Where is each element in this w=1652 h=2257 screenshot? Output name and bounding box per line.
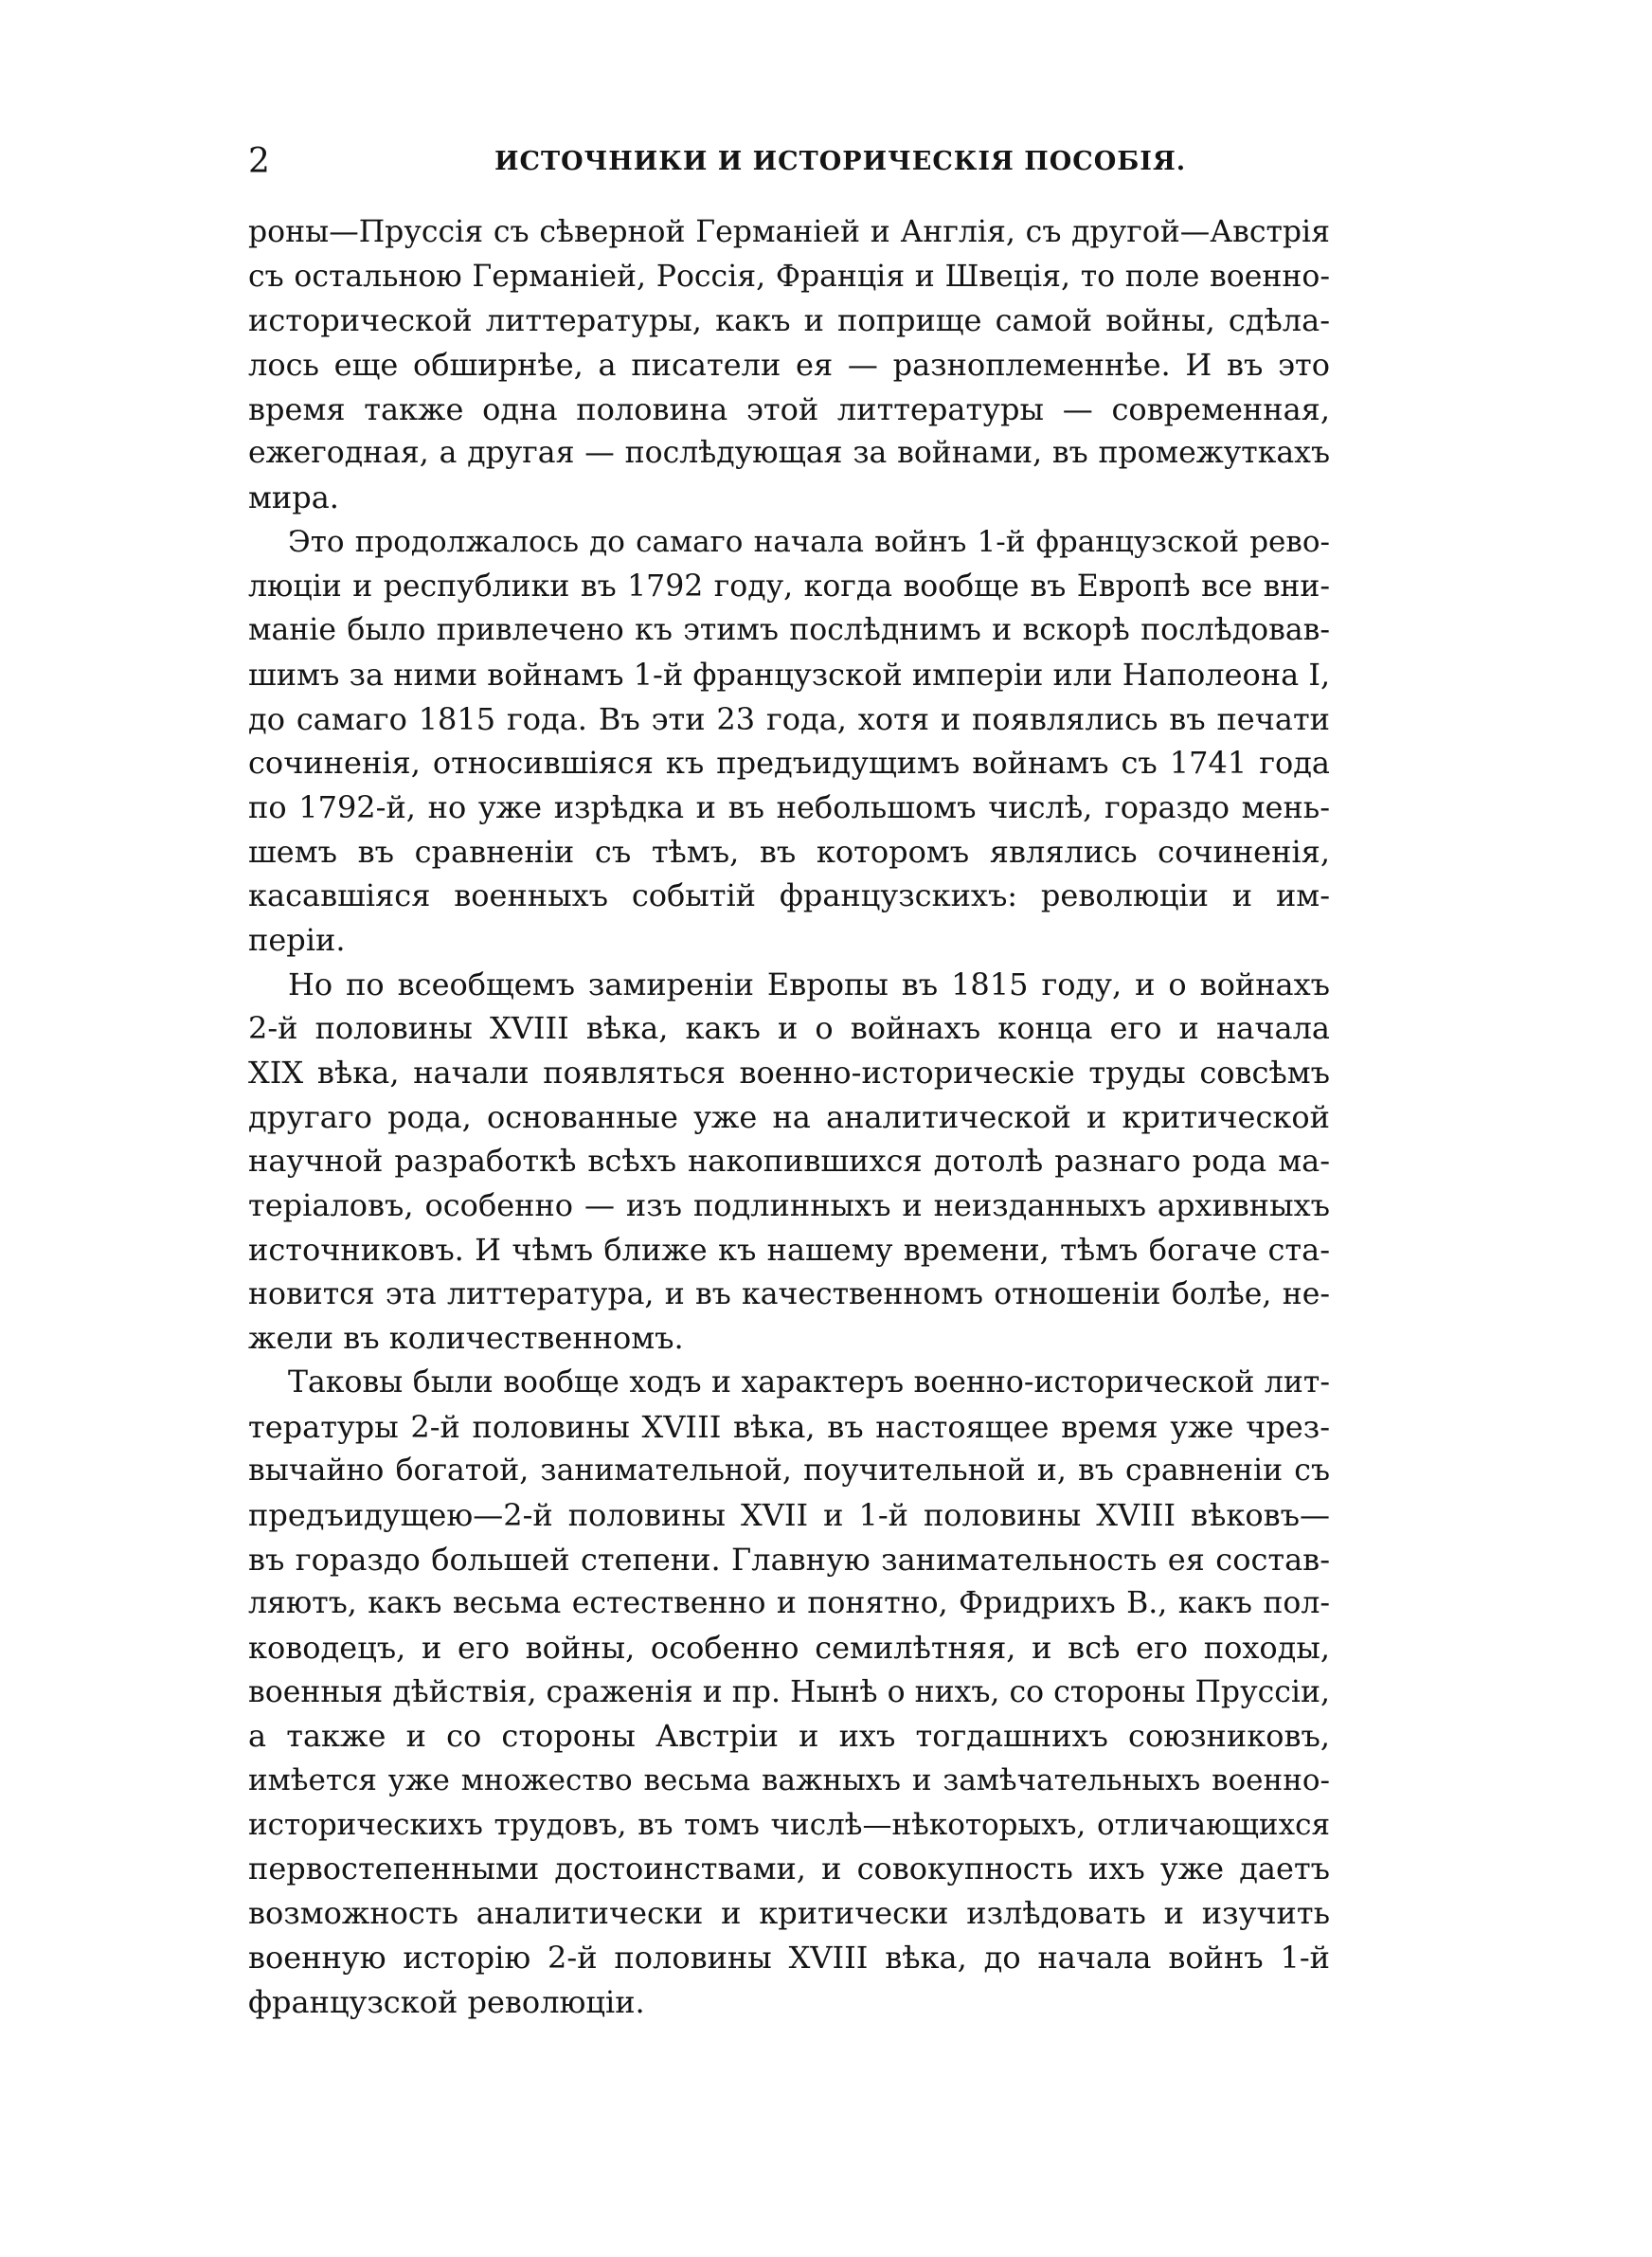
page-header: [248, 138, 1330, 186]
text-line: по 1792-й, но уже изрѣдка и въ небольшомъ числѣ, гораздо мень-: [248, 788, 1330, 825]
body-text: [248, 210, 1330, 2124]
text-line: жели въ количественномъ.: [248, 1320, 684, 1357]
text-line: съ остальною Германіей, Россія, Франція и Швеція, то поле военно-: [248, 259, 1330, 294]
text-line: а также и со стороны Австріи и ихъ тогдашнихъ союзниковъ,: [248, 1718, 1330, 1755]
text-line: другаго рода, основанные уже на аналитической и критической: [248, 1098, 1330, 1135]
text-line: маніе было привлечено къ этимъ послѣднимъ и вскорѣ послѣдовав-: [248, 613, 1330, 648]
text-line: ежегодная, а другая — послѣдующая за войнами, въ промежуткахъ: [248, 436, 1330, 471]
text-line: историческихъ трудовъ, въ томъ числѣ—нѣкоторыхъ, отличающихся: [248, 1807, 1330, 1842]
text-line: періи.: [248, 922, 346, 958]
text-line: ляютъ, какъ весьма естественно и понятно, Фридрихъ В., какъ пол-: [248, 1586, 1330, 1621]
text-line: французской революціи.: [248, 1983, 645, 2020]
text-line: новится эта литтература, и въ качественномъ отношеніи болѣе, не-: [248, 1276, 1330, 1311]
text-line: время также одна половина этой литтературы — современная,: [248, 390, 1330, 427]
paragraph-1: [248, 210, 1330, 520]
text-line: шимъ за ними войнамъ 1-й французской имперіи или Наполеона I,: [248, 656, 1330, 693]
text-line: научной разработкѣ всѣхъ накопившихся дотолѣ разнаго рода ма-: [248, 1143, 1330, 1180]
text-line: люціи и республики въ 1792 году, когда вообще въ Европѣ все вни-: [248, 569, 1330, 604]
paragraph-4: [248, 1361, 1330, 2024]
text-line: теріаловъ, особенно — изъ подлинныхъ и неизданныхъ архивныхъ: [248, 1187, 1330, 1224]
text-line: военныя дѣйствія, сраженія и пр. Нынѣ о нихъ, со стороны Пруссіи,: [248, 1674, 1330, 1709]
text-line: лось еще обширнѣе, а писатели ея — разноплеменнѣе. И въ это: [248, 347, 1330, 384]
text-line: источниковъ. И чѣмъ ближе къ нашему времени, тѣмъ богаче ста-: [248, 1231, 1330, 1268]
running-title: ИСТОЧНИКИ И ИСТОРИЧЕСКІЯ ПОСОБІЯ.: [494, 147, 1187, 176]
text-line: первостепенными достоинствами, и совокупность ихъ уже даетъ: [248, 1851, 1330, 1887]
text-line: тературы 2-й половины XVIII вѣка, въ настоящее время уже чрез-: [248, 1408, 1330, 1445]
text-line: касавшіяся военныхъ событій французскихъ: революціи и им-: [248, 877, 1330, 914]
text-line: Таковы были вообще ходъ и характеръ военно-исторической лит-: [288, 1364, 1330, 1399]
text-line: XIX вѣка, начали появляться военно-историческіе труды совсѣмъ: [248, 1055, 1330, 1092]
text-line: шемъ въ сравненіи съ тѣмъ, въ которомъ являлись сочиненія,: [248, 833, 1330, 870]
text-line: роны—Пруссія съ сѣверной Германіей и Англія, съ другой—Австрія: [248, 215, 1330, 249]
text-line: возможность аналитически и критически излѣдовать и изучить: [248, 1895, 1330, 1932]
text-line: мира.: [248, 479, 339, 516]
paragraph-2: [248, 520, 1330, 963]
text-line: ководецъ, и его войны, особенно семилѣтняя, и всѣ его походы,: [248, 1630, 1330, 1666]
text-line: до самаго 1815 года. Въ эти 23 года, хотя и появлялись въ печати: [248, 700, 1330, 737]
text-line: сочиненія, относившіяся къ предъидущимъ войнамъ съ 1741 года: [248, 745, 1330, 782]
paragraph-3: [248, 963, 1330, 1361]
text-line: имѣется уже множество весьма важныхъ и замѣчательныхъ военно-: [248, 1763, 1330, 1798]
page-number: 2: [248, 142, 270, 181]
text-line: Это продолжалось до самаго начала войнъ 1-й французской рево-: [288, 524, 1330, 559]
text-line: исторической литтературы, какъ и поприще самой войны, сдѣла-: [248, 302, 1330, 339]
text-line: вычайно богатой, занимательной, поучительной и, въ сравненіи съ: [248, 1454, 1330, 1489]
text-line: Но по всеобщемъ замиреніи Европы въ 1815 году, и о войнахъ: [288, 966, 1330, 1002]
text-line: предъидущею—2-й половины XVII и 1-й половины XVIII вѣковъ—: [248, 1496, 1330, 1533]
text-line: въ гораздо большей степени. Главную занимательность ея состав-: [248, 1541, 1330, 1578]
text-line: 2-й половины XVIII вѣка, какъ и о войнахъ конца его и начала: [248, 1010, 1330, 1047]
text-line: военную исторію 2-й половины XVIII вѣка, до начала войнъ 1-й: [248, 1939, 1330, 1976]
